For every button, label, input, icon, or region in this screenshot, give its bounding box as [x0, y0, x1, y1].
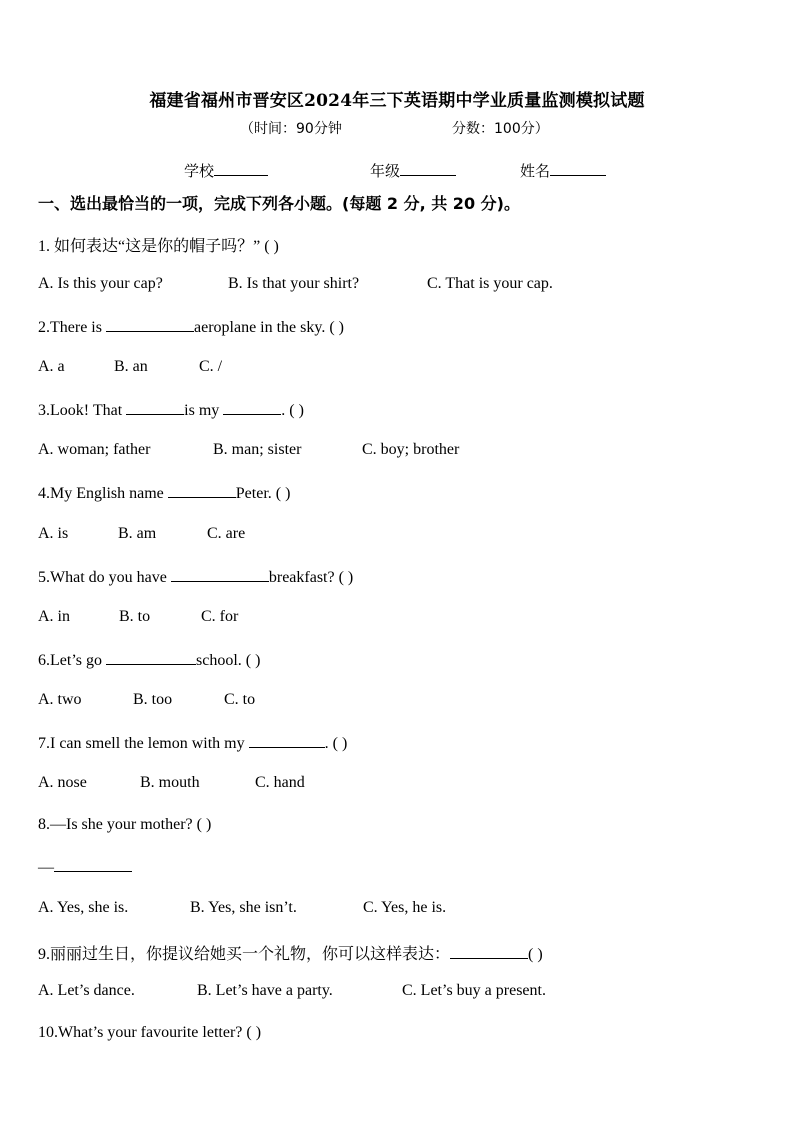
question-8 [38, 816, 211, 834]
answer-line [38, 857, 132, 877]
question-stem: school. ( ) [196, 652, 261, 669]
question-3 [38, 400, 304, 420]
option-c: C. boy; brother [362, 441, 460, 458]
exam-time: （时间：90分钟 [240, 121, 342, 137]
page-title: 福建省福州市晋安区2024年三下英语期中学业质量监测模拟试题 [149, 91, 645, 111]
answer-blank [126, 400, 184, 415]
question-stem: 9.丽丽过生日，你提议给她买一个礼物，你可以这样表达： [38, 946, 451, 963]
option-b: B. an [114, 358, 148, 375]
grade-field [370, 160, 456, 181]
option-b: B. man; sister [213, 441, 302, 458]
dash: — [38, 859, 54, 876]
option-a: A. in [38, 608, 70, 625]
answer-blank [223, 400, 281, 415]
option-a: A. nose [38, 774, 87, 791]
question-stem: 10.What’s your favourite letter? ( ) [38, 1024, 262, 1041]
option-c: C. are [207, 525, 246, 542]
question-stem: 4.My English name [38, 485, 168, 502]
question-stem: breakfast? ( ) [268, 569, 354, 586]
answer-blank [171, 567, 269, 582]
answer-blank [249, 733, 325, 748]
option-c: C. hand [255, 774, 305, 791]
option-b: B. mouth [140, 774, 200, 791]
option-b: B. to [119, 608, 151, 625]
answer-blank [450, 944, 528, 959]
question-9 [38, 941, 543, 964]
question-stem: Peter. ( ) [235, 485, 291, 502]
grade-blank [400, 161, 456, 176]
question-stem: 2.There is [38, 319, 106, 336]
school-field [184, 160, 268, 181]
option-b: B. am [118, 525, 157, 542]
answer-blank [54, 857, 132, 872]
option-a: A. a [38, 358, 65, 375]
name-field [520, 160, 606, 181]
question-6 [38, 650, 260, 670]
question-stem: aeroplane in the sky. ( ) [193, 319, 344, 336]
option-b: B. Yes, she isn’t. [190, 899, 297, 916]
option-a: A. two [38, 691, 82, 708]
question-stem: 8.—Is she your mother? ( ) [38, 816, 212, 833]
option-c: C. to [224, 691, 256, 708]
school-blank [214, 161, 268, 176]
question-stem: is my [184, 402, 224, 419]
grade-label: 年级 [370, 162, 401, 180]
option-b: B. too [133, 691, 173, 708]
question-4 [38, 483, 290, 503]
question-stem: 6.Let’s go [38, 652, 106, 669]
option-a: A. Yes, she is. [38, 899, 129, 916]
option-c: C. That is your cap. [427, 275, 553, 292]
option-a: A. Let’s dance. [38, 982, 135, 999]
answer-blank [106, 650, 196, 665]
option-a: A. Is this your cap? [38, 275, 163, 292]
question-stem: 3.Look! That [38, 402, 127, 419]
option-b: B. Let’s have a party. [197, 982, 333, 999]
question-7 [38, 733, 347, 753]
question-stem: 7.I can smell the lemon with my [38, 735, 249, 752]
question-2 [38, 317, 344, 337]
option-c: C. for [201, 608, 239, 625]
school-label: 学校 [184, 162, 215, 180]
option-a: A. is [38, 525, 69, 542]
question-stem: ( ) [528, 946, 543, 963]
question-stem: . ( ) [281, 402, 304, 419]
question-stem: 5.What do you have [38, 569, 171, 586]
question-stem: . ( ) [324, 735, 348, 752]
option-c: C. Let’s buy a present. [402, 982, 546, 999]
name-label: 姓名 [520, 162, 551, 180]
exam-score: 分数：100分） [452, 121, 549, 137]
answer-blank [106, 317, 194, 332]
option-b: B. Is that your shirt? [228, 275, 360, 292]
option-a: A. woman; father [38, 441, 151, 458]
question-10 [38, 1024, 261, 1042]
question-5 [38, 567, 353, 587]
question-stem: 1. 如何表达“这是你的帽子吗？” ( ) [38, 238, 279, 255]
options-1 [38, 275, 163, 293]
question-1 [38, 233, 279, 256]
option-c: C. Yes, he is. [363, 899, 447, 916]
section-heading: 一、选出最恰当的一项，完成下列各小题。(每题 2 分, 共 20 分)。 [38, 194, 520, 213]
option-c: C. / [199, 358, 223, 375]
answer-blank [168, 483, 236, 498]
name-blank [550, 161, 606, 176]
